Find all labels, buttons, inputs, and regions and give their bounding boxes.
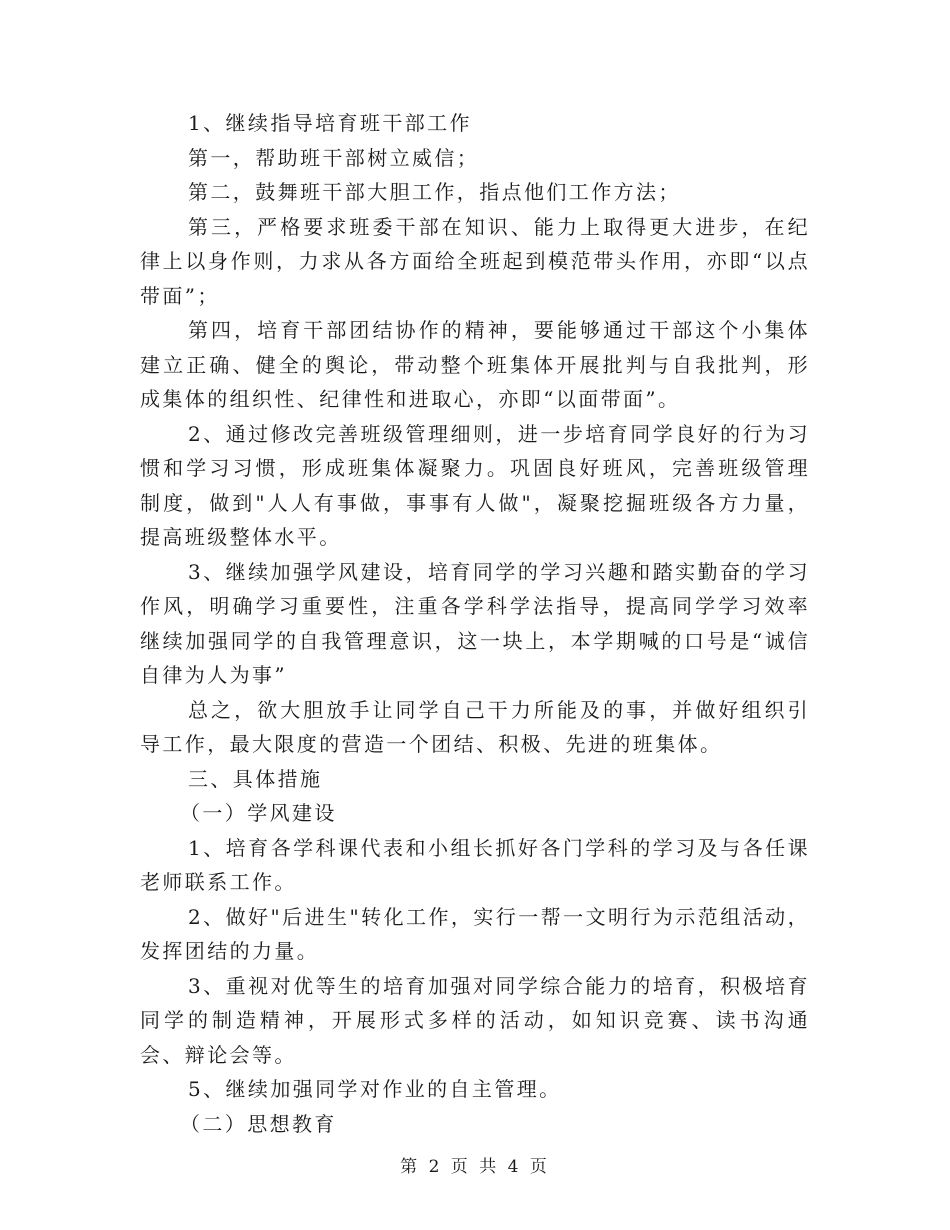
paragraph-10: 2、做好"后进生"转化工作，实行一帮一文明行为示范组活动，发挥团结的力量。 <box>140 904 810 963</box>
paragraph-7: 3、继续加强学风建设，培育同学的学习兴趣和踏实勤奋的学习作风，明确学习重要性，注重各学科学法指导，提高同学学习效率继续加强同学的自我管理意识，这一块上，本学期喊的口号是“诚信自律为人为事” <box>140 559 810 687</box>
paragraph-5: 第四，培育干部团结协作的精神，要能够通过干部这个小集体建立正确、健全的舆论，带动整个班集体开展批判与自我批判，形成集体的组织性、纪律性和进取心，亦即“以面带面”。 <box>140 318 810 411</box>
subsection-heading-1: （一）学风建设 <box>180 801 337 825</box>
paragraph-11: 3、重视对优等生的培育加强对同学综合能力的培育，积极培育同学的制造精神，开展形式多样的活动，如知识竞赛、读书沟通会、辩论会等。 <box>140 973 810 1067</box>
paragraph-2: 第一，帮助班干部树立威信； <box>188 145 480 170</box>
paragraph-1: 1、继续指导培育班干部工作 <box>188 111 472 135</box>
paragraph-6: 2、通过修改完善班级管理细则，进一步培育同学良好的行为习惯和学习习惯，形成班集体凝聚力。巩固良好班风，完善班级管理制度，做到"人人有事做，事事有人做"，凝聚挖掘班级各方力量，提高班级整体水平。 <box>140 421 810 549</box>
page-footer: 第 2 页 共 4 页 <box>400 1157 550 1177</box>
paragraph-4: 第三，严格要求班委干部在知识、能力上取得更大进步，在纪律上以身作则，力求从各方面给全班起到模范带头作用，亦即“以点带面”； <box>140 214 810 308</box>
paragraph-12: 5、继续加强同学对作业的自主管理。 <box>188 1077 562 1101</box>
section-heading: 三、具体措施 <box>188 766 323 791</box>
paragraph-9: 1、培育各学科课代表和小组长抓好各门学科的学习及与各任课老师联系工作。 <box>140 835 810 894</box>
paragraph-8: 总之，欲大胆放手让同学自己干力所能及的事，并做好组织引导工作，最大限度的营造一个团结、积极、先进的班集体。 <box>140 697 810 756</box>
document-body <box>140 106 810 1141</box>
subsection-heading-2: （二）思想教育 <box>180 1111 337 1136</box>
paragraph-3: 第二，鼓舞班干部大胆工作，指点他们工作方法； <box>188 180 681 204</box>
